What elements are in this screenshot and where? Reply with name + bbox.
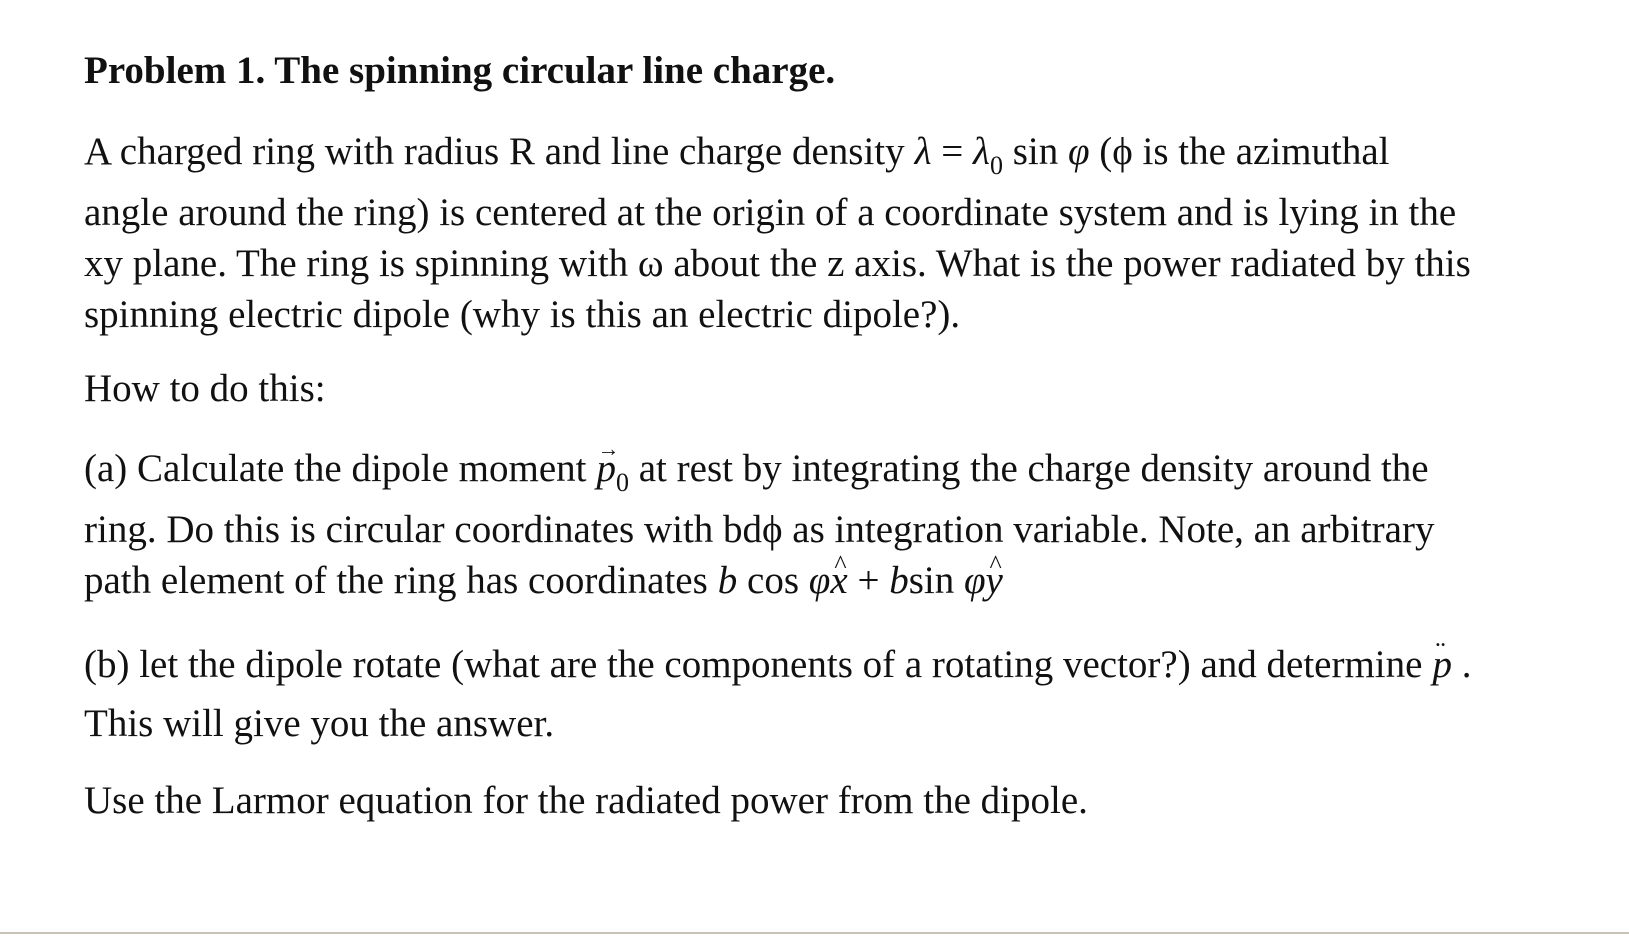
part-b-line-1: (b) let the dipole rotate (what are the components of a rotating vector?) and determine¨ p .: [84, 639, 1471, 690]
y-unit-vector: ^ y: [986, 555, 1003, 606]
dipole-moment-vector: → p: [597, 443, 617, 494]
p-double-dot: ¨ p: [1432, 639, 1452, 690]
lambda-symbol: λ: [914, 130, 932, 173]
intro-line-1: A charged ring with radius R and line charge density $\lambda = \lambda_0$ sin φ (ϕ is the azimuthal: [84, 130, 1390, 180]
part-b-paragraph: [84, 639, 1471, 749]
phi-symbol: φ: [1067, 130, 1090, 173]
part-a-line-3: path element of the ring has coordinates b cos φ^ x + bsin φ^ y: [84, 555, 1434, 606]
part-b-line-2: This will give you the answer.: [84, 702, 555, 745]
part-a-line-1: (a) Calculate the dipole moment→ $p_0$ at rest by integrating the charge density around the: [84, 443, 1434, 494]
problem-title: Problem 1. The spinning circular line charge.: [84, 49, 836, 92]
intro-line-3: xy plane. The ring is spinning with ω about the z axis. What is the power radiated by this: [84, 242, 1471, 285]
larmor-instruction: Use the Larmor equation for the radiated power from the dipole.: [84, 779, 1088, 822]
part-a-paragraph: [84, 443, 1434, 606]
howto-heading: How to do this:: [84, 367, 326, 410]
intro-paragraph: [84, 126, 1471, 340]
lambda-zero-symbol: λ: [973, 130, 990, 173]
intro-line-2: angle around the ring) is centered at the origin of a coordinate system and is lying in the: [84, 191, 1457, 234]
intro-line-4: spinning electric dipole (why is this an electric dipole?).: [84, 293, 961, 336]
x-unit-vector: ^ x: [830, 555, 847, 606]
part-a-line-2: ring. Do this is circular coordinates with bdϕ as integration variable. Note, an arbitrary: [84, 508, 1435, 551]
